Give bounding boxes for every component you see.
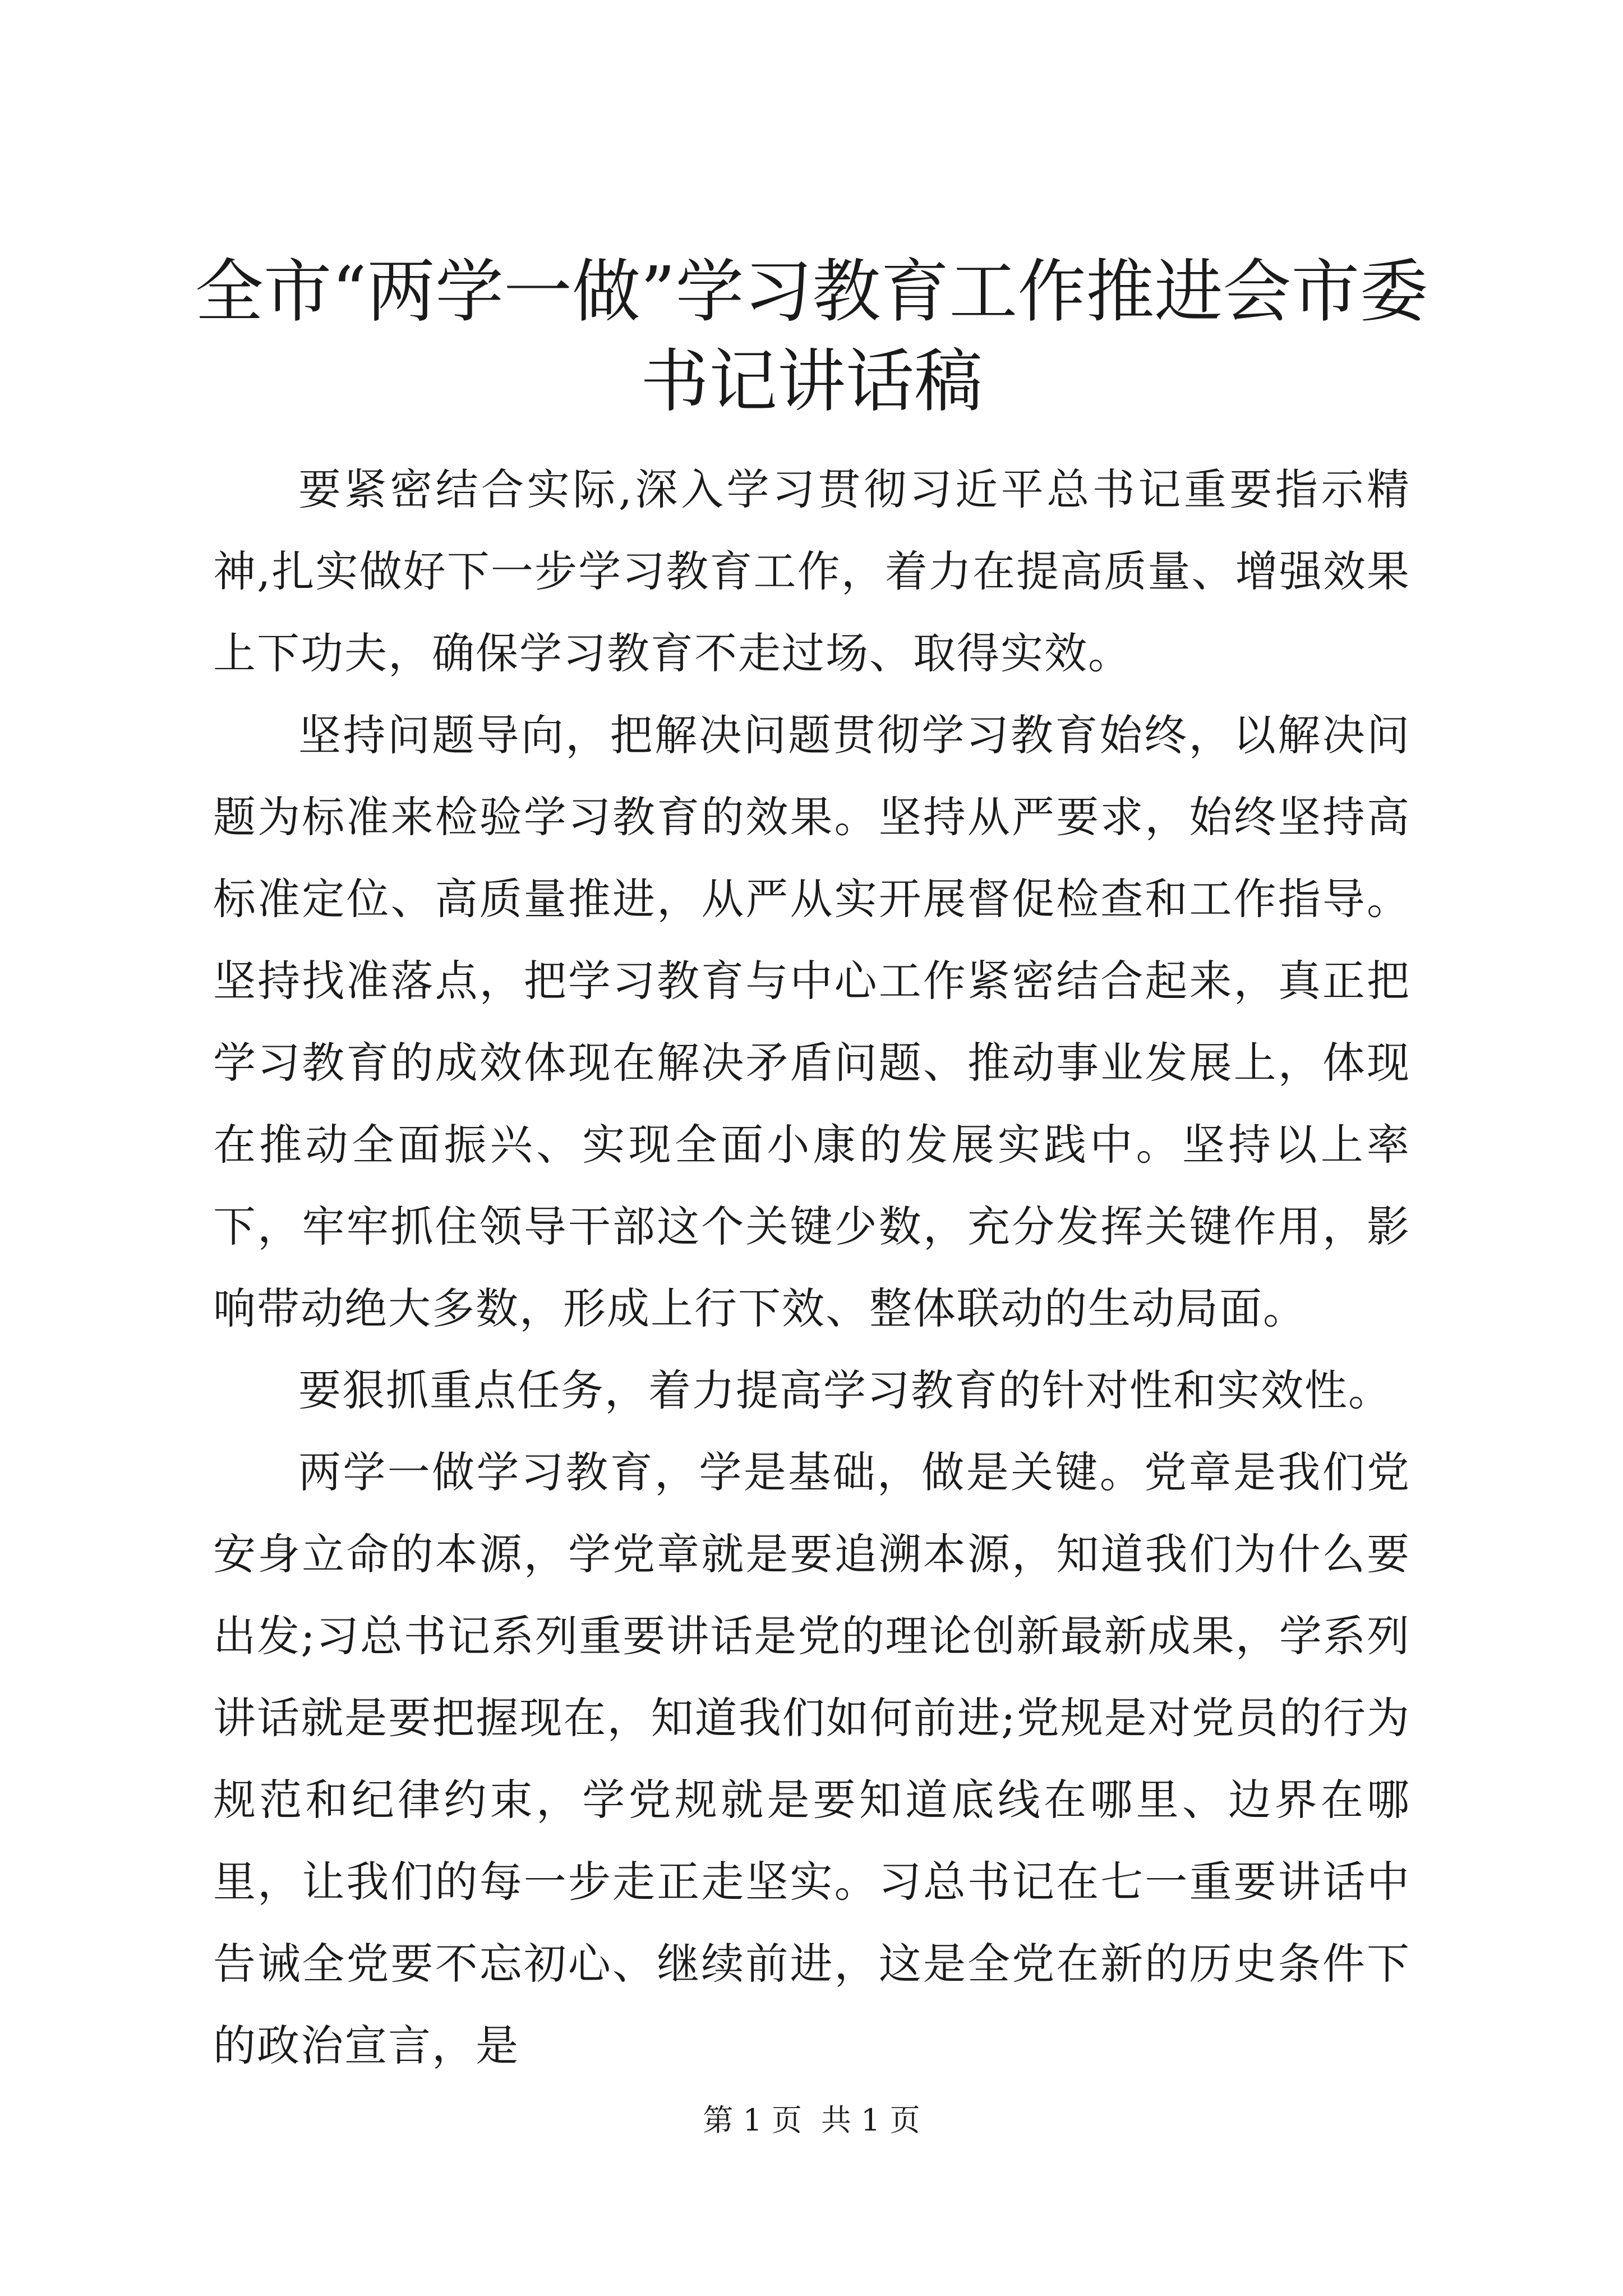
paragraph-3: 要狠抓重点任务，着力提高学习教育的针对性和实效性。 <box>298 1365 1392 1415</box>
paragraph-2: 坚持问题导向，把解决问题贯彻学习教育始终，以解决问题为标准来检验学习教育的效果。坚持从严要求，始终坚持高标准定位、高质量推进，从严从实开展督促检查和工作指导。坚持找准落点，把学习教育与中心工作紧密结合起来，真正把学习教育的成效体现在解决矛盾问题、推动事业发展上，体现在推动全面振兴、实现全面小康的发展实践中。坚持以上率下，牢牢抓住领导干部这个关键少数，充分发挥关键作用，影响带动绝大多数，形成上行下效、整体联动的生动局面。 <box>213 710 1410 1333</box>
page-number: 第 1 页 <box>703 2102 802 2138</box>
document-title: 全市“两学一做”学习教育工作推进会市委书记讲话稿 <box>195 252 1428 421</box>
paragraph-4: 两学一做学习教育，学是基础，做是关键。党章是我们党安身立命的本源，学党章就是要追溯本源，知道我们为什么要出发;习总书记系列重要讲话是党的理论创新最新成果，学系列讲话就是要把握现在，知道我们如何前进;党规是对党员的行为规范和纪律约束，学党规就是要知道底线在哪里、边界在哪里，让我们的每一步走正走坚实。习总书记在七一重要讲话中告诫全党要不忘初心、继续前进，这是全党在新的历史条件下的政治宣言，是 <box>213 1447 1410 2070</box>
document-body <box>213 449 1410 2087</box>
page-footer <box>0 2101 1623 2140</box>
page-total: 共 1 页 <box>821 2102 920 2138</box>
paragraph-1: 要紧密结合实际,深入学习贯彻习近平总书记重要指示精神,扎实做好下一步学习教育工作，着力在提高质量、增强效果上下功夫，确保学习教育不走过场、取得实效。 <box>213 464 1410 678</box>
